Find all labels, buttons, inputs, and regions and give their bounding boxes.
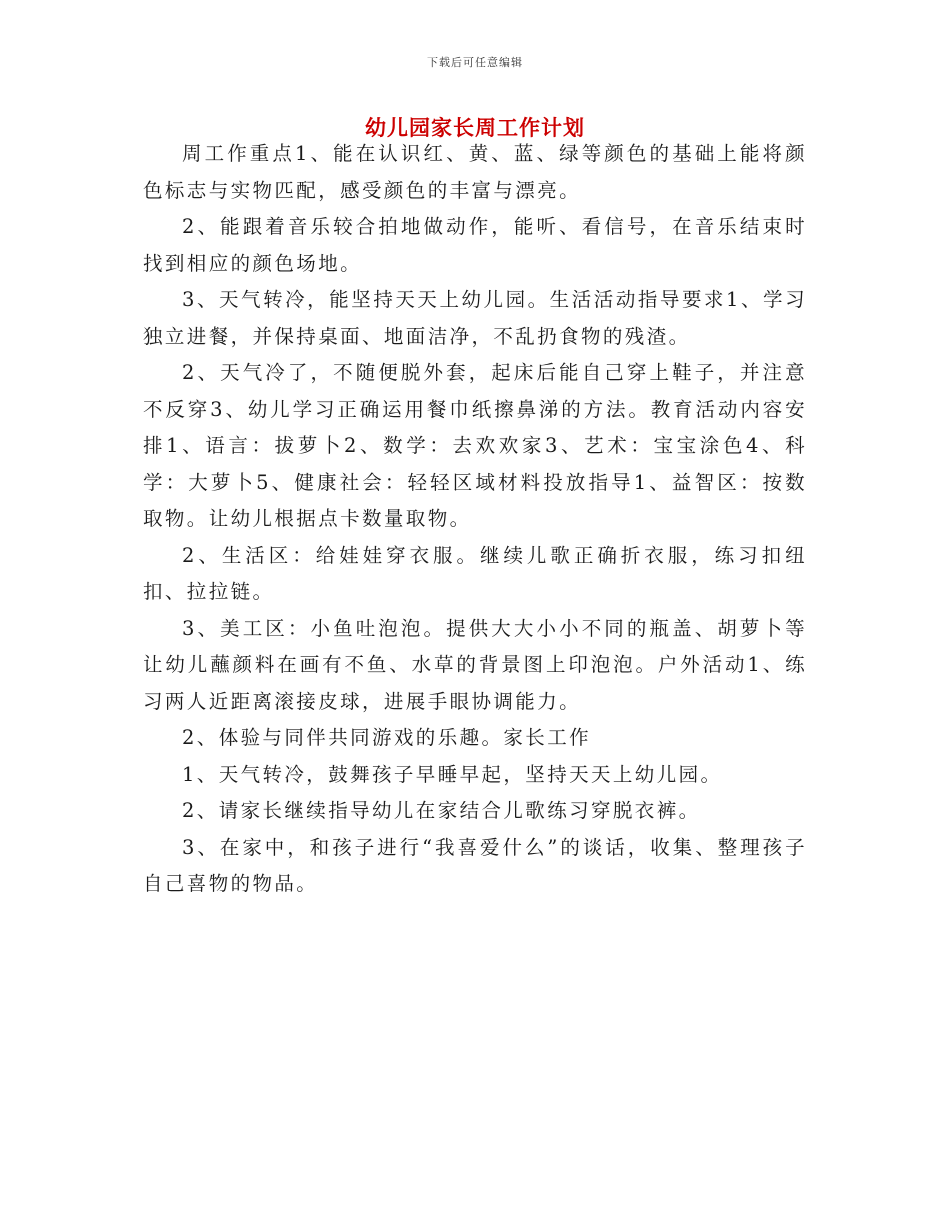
paragraph: 3、美工区：小鱼吐泡泡。提供大大小小不同的瓶盖、胡萝卜等让幼儿蘸颜料在画有不鱼、水草的背景图上印泡泡。户外活动1、练习两人近距离滚接皮球，进展手眼协调能力。 [143,616,807,713]
paragraph: 3、天气转冷，能坚持天天上幼儿园。生活活动指导要求1、学习独立进餐，并保持桌面、地面洁净，不乱扔食物的残渣。 [143,288,807,348]
paragraph: 2、能跟着音乐较合拍地做动作，能听、看信号，在音乐结束时找到相应的颜色场地。 [143,215,807,275]
document-title: 幼儿园家长周工作计划 [365,115,585,140]
page-header-note: 下载后可任意编辑 [427,56,523,69]
document-body [143,136,807,903]
paragraph: 2、生活区：给娃娃穿衣服。继续儿歌正确折衣服，练习扣纽扣、拉拉链。 [143,543,807,603]
paragraph: 1、天气转冷，鼓舞孩子早睡早起，坚持天天上幼儿园。 [182,762,723,786]
paragraph: 2、请家长继续指导幼儿在家结合儿歌练习穿脱衣裤。 [182,799,701,822]
paragraph: 周工作重点1、能在认识红、黄、蓝、绿等颜色的基础上能将颜色标志与实物匹配，感受颜色的丰富与漂亮。 [143,142,807,202]
paragraph: 2、天气冷了，不随便脱外套，起床后能自己穿上鞋子，并注意不反穿3、幼儿学习正确运用餐巾纸擦鼻涕的方法。教育活动内容安排1、语言：拔萝卜2、数学：去欢欢家3、艺术：宝宝涂色4、科学：大萝卜5、健康社会：轻轻区域材料投放指导1、益智区：按数取物。让幼儿根据点卡数量取物。 [143,361,807,530]
paragraph: 3、在家中，和孩子进行“我喜爱什么”的谈话，收集、整理孩子自己喜物的物品。 [143,835,807,895]
paragraph: 2、体验与同伴共同游戏的乐趣。家长工作 [182,726,592,749]
